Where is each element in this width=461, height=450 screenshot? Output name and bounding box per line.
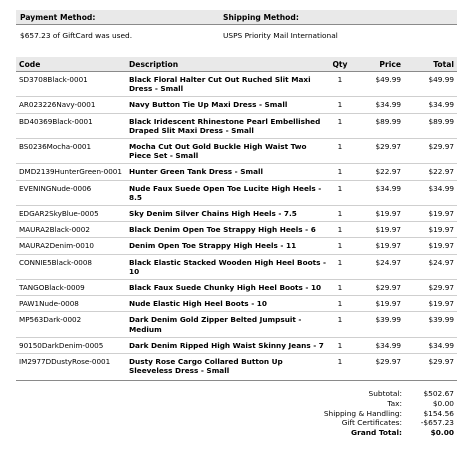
tax-row	[16, 399, 457, 409]
payment-method-header: Payment Method:	[16, 10, 219, 25]
item-qty: 1	[337, 75, 343, 84]
item-code: EVENINGNude-0006	[16, 180, 126, 205]
item-price: $19.97	[351, 206, 404, 222]
item-price: $22.97	[351, 164, 404, 180]
item-description: Black Iridescent Rhinestone Pearl Embellished Draped Slit Maxi Dress - Small	[126, 113, 329, 138]
table-row	[16, 139, 457, 164]
item-code: MAURA2Black-0002	[16, 222, 126, 238]
item-qty: 1	[329, 312, 351, 337]
item-code: PAW1Nude-0008	[16, 296, 126, 312]
payment-shipping-table	[16, 10, 457, 45]
table-row	[16, 222, 457, 238]
item-total: $34.99	[404, 337, 457, 353]
item-code: IM2977DDustyRose-0001	[16, 354, 126, 379]
item-price: $34.99	[351, 180, 404, 205]
item-description: Hunter Green Tank Dress - Small	[126, 164, 329, 180]
item-code: SD3708Black-0001	[19, 75, 88, 84]
table-row	[16, 296, 457, 312]
item-description: Black Elastic Stacked Wooden High Heel Boots - 10	[126, 254, 329, 279]
item-qty: 1	[329, 354, 351, 379]
item-qty: 1	[329, 164, 351, 180]
subtotal-value: $502.67	[423, 389, 454, 399]
item-price: $19.97	[351, 238, 404, 254]
item-code: MAURA2Denim-0010	[16, 238, 126, 254]
column-header-price: Price	[351, 57, 404, 72]
table-row	[16, 337, 457, 353]
item-qty: 1	[329, 337, 351, 353]
item-code: BS0236Mocha-0001	[16, 139, 126, 164]
shipping-label: Shipping & Handling:	[323, 408, 402, 418]
table-row	[16, 113, 457, 138]
grand-total-row	[16, 428, 457, 438]
item-qty: 1	[329, 296, 351, 312]
item-qty: 1	[329, 206, 351, 222]
item-description: Black Denim Open Toe Strappy High Heels - 6	[126, 222, 329, 238]
table-row	[16, 312, 457, 337]
item-description: Navy Button Tie Up Maxi Dress - Small	[126, 97, 329, 113]
item-code: EDGAR2SkyBlue-0005	[16, 206, 126, 222]
item-price: $29.97	[351, 139, 404, 164]
item-total: $49.99	[428, 75, 454, 84]
order-items-table	[16, 57, 457, 378]
item-total: $89.99	[404, 113, 457, 138]
table-row	[16, 180, 457, 205]
totals-table	[16, 389, 457, 437]
table-row	[16, 97, 457, 113]
item-total: $19.97	[404, 296, 457, 312]
item-price: $34.99	[351, 97, 404, 113]
item-description: Dark Denim Gold Zipper Belted Jumpsuit - Medium	[126, 312, 329, 337]
item-total: $34.99	[404, 180, 457, 205]
item-description: Dark Denim Ripped High Waist Skinny Jeans - 7	[126, 337, 329, 353]
item-qty: 1	[329, 238, 351, 254]
totals-divider	[16, 380, 457, 381]
item-description: Sky Denim Silver Chains High Heels - 7.5	[126, 206, 329, 222]
gift-certificates-value: -$657.23	[420, 418, 454, 428]
item-price: $49.99	[375, 75, 401, 84]
item-total: $34.99	[404, 97, 457, 113]
item-total: $39.99	[404, 312, 457, 337]
item-description: Black Floral Halter Cut Out Ruched Slit Maxi Dress - Small	[129, 75, 311, 94]
item-price: $39.99	[351, 312, 404, 337]
table-row	[16, 206, 457, 222]
payment-method-value: $657.23 of GiftCard was used.	[20, 31, 133, 40]
item-total: $22.97	[404, 164, 457, 180]
table-row	[16, 164, 457, 180]
subtotal-label: Subtotal:	[368, 389, 402, 399]
item-qty: 1	[329, 97, 351, 113]
gift-certificates-row	[16, 418, 457, 428]
item-price: $24.97	[351, 254, 404, 279]
shipping-row	[16, 409, 457, 419]
item-code: 90150DarkDenim-0005	[16, 337, 126, 353]
item-description: Nude Faux Suede Open Toe Lucite High Heels - 8.5	[126, 180, 329, 205]
column-header-description: Description	[126, 57, 329, 72]
item-qty: 1	[329, 139, 351, 164]
table-row	[16, 238, 457, 254]
item-price: $19.97	[351, 296, 404, 312]
item-total: $29.97	[404, 139, 457, 164]
column-header-total: Total	[404, 57, 457, 72]
table-row	[16, 354, 457, 379]
shipping-method-header: Shipping Method:	[219, 10, 457, 25]
item-total: $24.97	[404, 254, 457, 279]
tax-label: Tax:	[387, 399, 402, 409]
item-qty: 1	[329, 113, 351, 138]
grand-total-label: Grand Total:	[351, 427, 402, 437]
item-price: $29.97	[351, 280, 404, 296]
item-total: $29.97	[404, 354, 457, 379]
item-total: $29.97	[404, 280, 457, 296]
item-code: TANGOBlack-0009	[16, 280, 126, 296]
item-qty: 1	[329, 254, 351, 279]
item-code: AR023226Navy-0001	[16, 97, 126, 113]
order-summary	[16, 0, 457, 437]
subtotal-row	[16, 389, 457, 399]
item-total: $19.97	[404, 238, 457, 254]
shipping-method-value: USPS Priority Mail International	[223, 31, 338, 40]
item-qty: 1	[329, 180, 351, 205]
gift-certificates-label: Gift Certificates:	[341, 418, 402, 428]
item-description: Dusty Rose Cargo Collared Button Up Sleeveless Dress - Small	[126, 354, 329, 379]
item-price: $19.97	[351, 222, 404, 238]
item-qty: 1	[329, 280, 351, 296]
item-code: DMD2139HunterGreen-0001	[16, 164, 126, 180]
column-header-qty: Qty	[329, 57, 351, 72]
item-description: Nude Elastic High Heel Boots - 10	[126, 296, 329, 312]
item-qty: 1	[329, 222, 351, 238]
item-code: MP563Dark-0002	[16, 312, 126, 337]
item-code: BD40369Black-0001	[16, 113, 126, 138]
column-header-code: Code	[16, 57, 126, 72]
table-row	[16, 280, 457, 296]
grand-total-value: $0.00	[430, 427, 454, 437]
item-description: Denim Open Toe Strappy High Heels - 11	[126, 238, 329, 254]
item-code: CONNIE5Black-0008	[16, 254, 126, 279]
item-description: Black Faux Suede Chunky High Heel Boots - 10	[126, 280, 329, 296]
item-price: $89.99	[351, 113, 404, 138]
item-price: $29.97	[351, 354, 404, 379]
table-row	[16, 72, 457, 97]
item-total: $19.97	[404, 206, 457, 222]
tax-value: $0.00	[432, 399, 454, 409]
item-description: Mocha Cut Out Gold Buckle High Waist Two Piece Set - Small	[126, 139, 329, 164]
table-row	[16, 254, 457, 279]
shipping-value: $154.56	[423, 408, 454, 418]
item-total: $19.97	[404, 222, 457, 238]
item-price: $34.99	[351, 337, 404, 353]
